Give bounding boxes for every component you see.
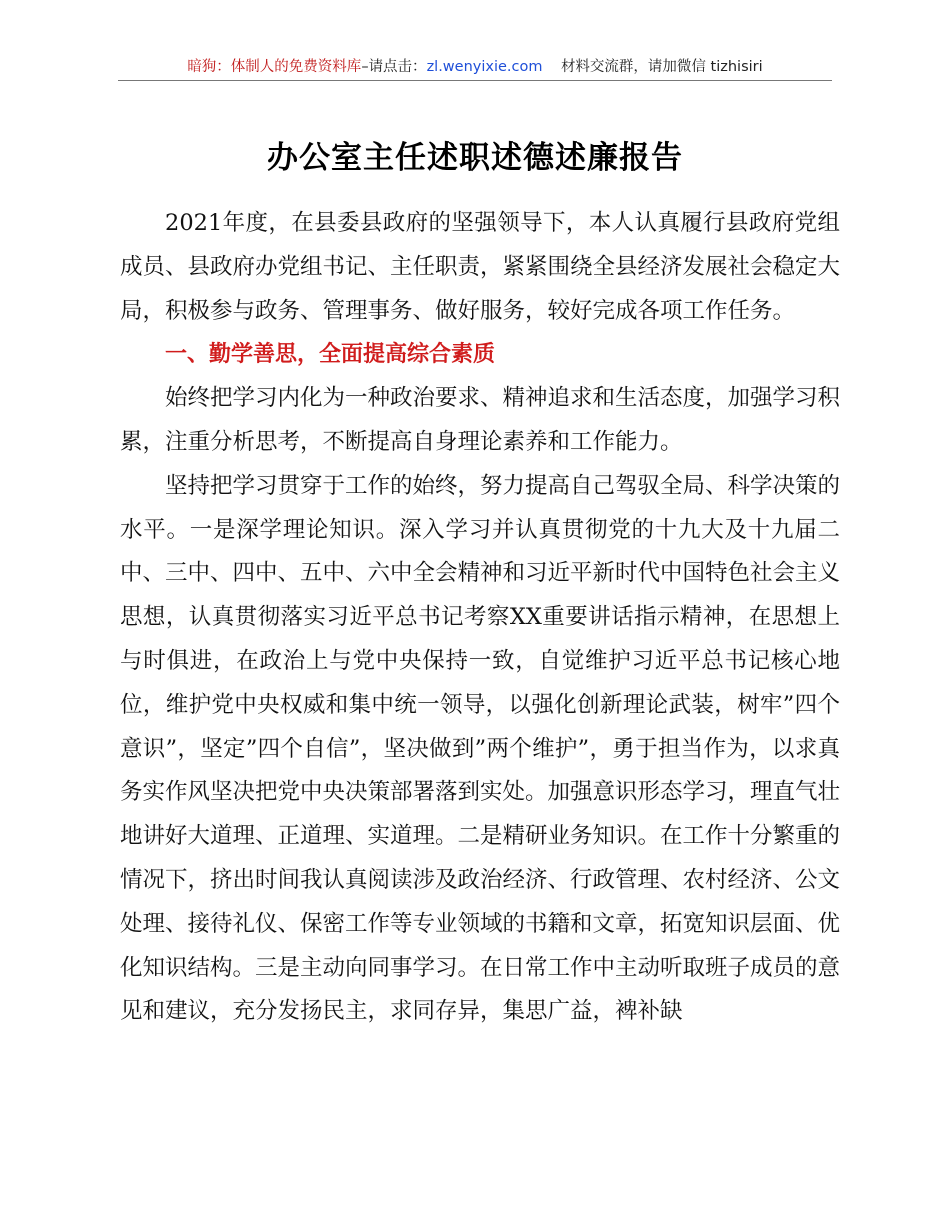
document-body xyxy=(120,202,840,1034)
header-click-prompt: –请点击： xyxy=(361,59,427,75)
intro-paragraph: 2021年度，在县委县政府的坚强领导下，本人认真履行县政府党组成员、县政府办党组书记、主任职责，紧紧围绕全县经济发展社会稳定大局，积极参与政务、管理事务、做好服务，较好完成各项工作任务。 xyxy=(120,210,841,324)
header-group-note: 材料交流群，请加微信 tizhisiri xyxy=(560,59,763,75)
section1-paragraph-2: 坚持把学习贯穿于工作的始终，努力提高自己驾驭全局、科学决策的水平。一是深学理论知识。深入学习并认真贯彻党的十九大及十九届二中、三中、四中、五中、六中全会精神和习近平新时代中国特色社会主义思想，认真贯彻落实习近平总书记考察XX重要讲话指示精神，在思想上与时俱进，在政治上与党中央保持一致，自觉维护习近平总书记核心地位，维护党中央权威和集中统一领导，以强化创新理论武装，树牢”四个意识”，坚定”四个自信”，坚决做到”两个维护”，勇于担当作为，以求真务实作风坚决把党中央决策部署落到实处。加强意识形态学习，理直气壮地讲好大道理、正道理、实道理。二是精研业务知识。在工作十分繁重的情况下，挤出时间我认真阅读涉及政治经济、行政管理、农村经济、公文处理、接待礼仪、保密工作等专业领域的书籍和文章，拓宽知识层面、优化知识结构。三是主动向同事学习。在日常工作中主动听取班子成员的意见和建议，充分发扬民主，求同存异，集思广益，裨补缺 xyxy=(120,472,841,1025)
header-url-link[interactable]: zl.wenyixie.com xyxy=(426,59,543,75)
header-divider xyxy=(118,80,832,81)
header-site-name: 暗狗：体制人的免费资料库 xyxy=(187,59,362,75)
section-heading-1: 一、勤学善思，全面提高综合素质 xyxy=(165,342,496,368)
section1-paragraph-1: 始终把学习内化为一种政治要求、精神追求和生活态度，加强学习积累，注重分析思考，不断提高自身理论素养和工作能力。 xyxy=(120,385,841,455)
document-title: 办公室主任述职述德述廉报告 xyxy=(267,140,683,176)
page-header xyxy=(118,56,832,80)
